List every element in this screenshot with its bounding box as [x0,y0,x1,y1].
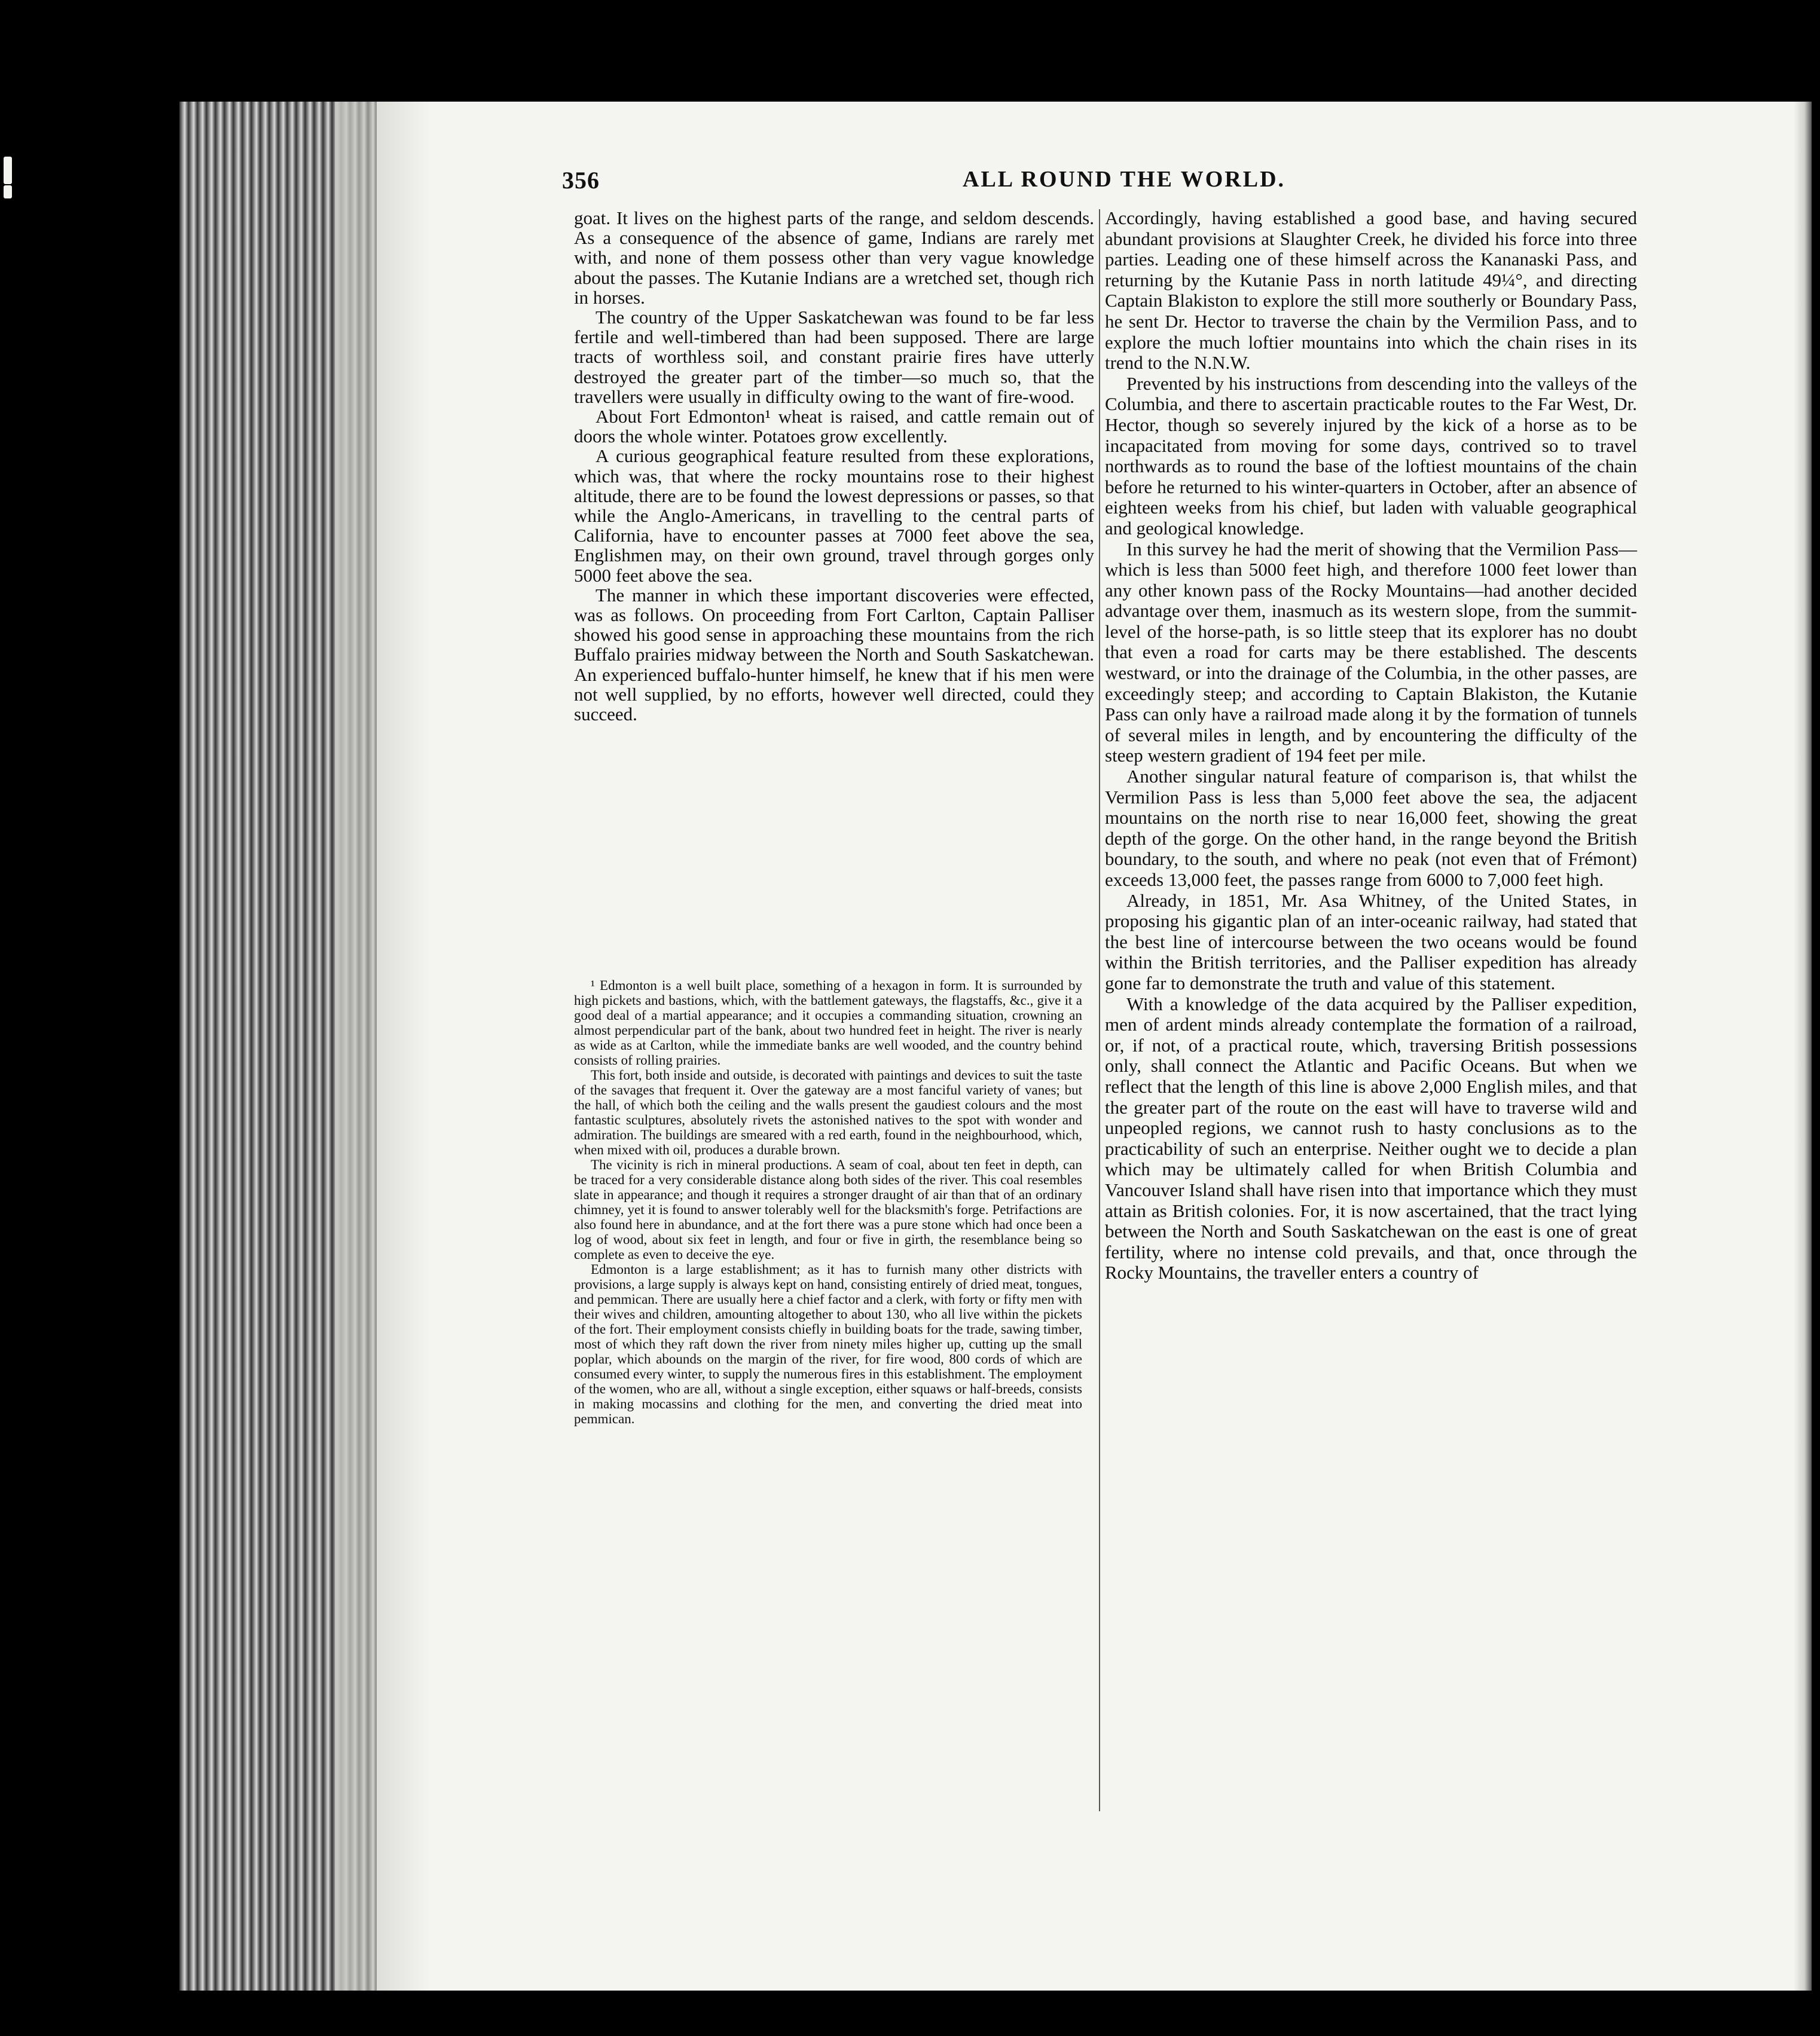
running-head [562,166,1286,202]
left-column [574,208,1094,724]
paragraph: With a knowledge of the data acquired by the Palliser expedition, men of ardent minds already contemplate the formation of a railroad, or, if not, of a practical route, which, traversing British possessions only, shall connect the Atlantic and Pacific Oceans. But when we reflect that the length of this line is above 2,000 English miles, and that the greater part of the route on the east will have to traverse wild and unpeopled regions, we cannot rush to hasty conclusions as to the practicability of such an enterprise. Neither ought we to decide a plan which may be ultimately called for when British Columbia and Vancouver Island shall have risen into that importance which they must attain as British colonies. For, it is now ascertained, that the tract lying between the North and South Saskatchewan on the east is one of great fertility, where no intense cold prevails, and that, once through the Rocky Mountains, the traveller enters a country of [1105,993,1637,1283]
page-right-edge [1794,102,1812,1991]
column-rule [1099,209,1100,1811]
page-gutter-shadow [335,102,430,1991]
page-number: 356 [562,167,600,194]
paragraph: The country of the Upper Saskatchewan was found to be far less fertile and well-timbered than had been supposed. There are large tracts of worthless soil, and constant prairie fires have utterly destroyed the greater part of the timber—so much so, that the travellers were usually in difficulty owing to the want of fire-wood. [574,307,1094,407]
footnote: Edmonton is a large establishment; as it has to furnish many other districts with provisions, a large supply is always kept on hand, consisting entirely of dried meat, tongues, and pemmican. There are usually here a chief factor and a clerk, with forty or fifty men with their wives and children, amounting altogether to about 130, who all live within the pickets of the fort. Their employment consists chiefly in building boats for the trade, sawing timber, most of which they raft down the river from ninety miles higher up, cutting up the small poplar, which abounds on the margin of the river, for fire wood, 800 cords of which are consumed every winter, to supply the numerous fires in this establishment. The employment of the women, who are all, without a single exception, either squaws or half-breeds, consists in making mocassins and clothing for the men, and converting the dried meat into pemmican. [574,1262,1082,1426]
running-title: ALL ROUND THE WORLD. [963,167,1286,192]
scan-margin-mark [4,185,12,198]
paragraph: goat. It lives on the highest parts of the range, and seldom descends. As a consequence of the absence of game, Indians are rarely met with, and none of them possess other than very vague knowledge about the passes. The Kutanie Indians are a wretched set, though rich in horses. [574,207,1094,308]
paragraph: Accordingly, having established a good base, and having secured abundant provisions at Slaughter Creek, he divided his force into three parties. Leading one of these himself across the Kananaski Pass, and returning by the Kutanie Pass in north latitude 49¼°, and directing Captain Blakiston to explore the still more southerly or Boundary Pass, he sent Dr. Hector to traverse the chain by the Vermilion Pass, and to explore the much loftier mountains into which the chain rises in its trend to the N.N.W. [1105,207,1637,374]
paragraph: Another singular natural feature of comparison is, that whilst the Vermilion Pass is less than 5,000 feet above the sea, the adjacent mountains on the north rise to near 16,000 feet, showing the great depth of the gorge. On the other hand, in the range beyond the British boundary, to the south, and where no peak (not even that of Frémont) exceeds 13,000 feet, the passes range from 6000 to 7,000 feet high. [1105,766,1637,890]
paragraph: A curious geographical feature resulted from these explorations, which was, that where the rocky mountains rose to their highest altitude, there are to be found the lowest depressions or passes, so that while the Anglo-Americans, in travelling to the central parts of California, have to encounter passes at 7000 feet above the sea, Englishmen may, on their own ground, travel through gorges only 5000 feet above the sea. [574,445,1094,586]
footnote: This fort, both inside and outside, is decorated with paintings and devices to suit the taste of the savages that frequent it. Over the gateway are a most fanciful variety of vanes; but the hall, of which both the ceiling and the walls present the gaudiest colours and the most fantastic sculptures, absolutely rivets the astonished natives to the spot with wonder and admiration. The buildings are smeared with a red earth, found in the neighbourhood, which, when mixed with oil, produces a durable brown. [574,1068,1082,1157]
paragraph: About Fort Edmonton¹ wheat is raised, and cattle remain out of doors the whole winter. Potatoes grow excellently. [574,406,1094,447]
footnotes [574,978,1082,1426]
paragraph: Prevented by his instructions from descending into the valleys of the Columbia, and there to ascertain practicable routes to the Far West, Dr. Hector, though so severely injured by the kick of a horse as to be incapacitated from moving for some days, contrived so to travel northwards as to round the base of the loftiest mountains of the chain before he returned to his winter-quarters in October, after an absence of eighteen weeks from his chief, but laden with valuable geographical and geological knowledge. [1105,372,1637,539]
paragraph: Already, in 1851, Mr. Asa Whitney, of the United States, in proposing his gigantic plan of an inter-oceanic railway, had stated that the best line of intercourse between the two oceans would be found within the British territories, and the Palliser expedition has already gone far to demonstrate the truth and value of this statement. [1105,889,1637,993]
paragraph: In this survey he had the merit of showing that the Vermilion Pass—which is less than 5000 feet high, and therefore 1000 feet lower than any other known pass of the Rocky Mountains—had another decided advantage over them, inasmuch as its western slope, from the summit-level of the horse-path, is so little steep that its explorer has no doubt that even a road for carts may be there established. The descents westward, or into the drainage of the Columbia, in the other passes, are exceedingly steep; and according to Captain Blakiston, the Kutanie Pass can only have a railroad made along it by the formation of tunnels of several miles in length, and by encountering the difficulty of the steep western gradient of 194 feet per mile. [1105,538,1637,766]
paragraph: The manner in which these important discoveries were effected, was as follows. On proceeding from Fort Carlton, Captain Palliser showed his good sense in approaching these mountains from the rich Buffalo prairies midway between the North and South Saskatchewan. An experienced buffalo-hunter himself, he knew that if his men were not well supplied, by no efforts, however well directed, could they succeed. [574,584,1094,725]
right-column [1105,208,1637,1283]
scan-margin-mark [4,157,12,184]
footnote: ¹ Edmonton is a well built place, something of a hexagon in form. It is surrounded by high pickets and bastions, which, with the battlement gateways, the flagstaffs, &c., give it a good deal of a martial appearance; and it occupies a commanding situation, crowning an almost perpendicular part of the bank, about two hundred feet in height. The river is nearly as wide as at Carlton, while the immediate banks are well wooded, and the country behind consists of rolling prairies. [574,978,1082,1068]
footnote: The vicinity is rich in mineral productions. A seam of coal, about ten feet in depth, can be traced for a very considerable distance along both sides of the river. This coal resembles slate in appearance; and though it requires a stronger draught of air than that of an ordinary chimney, yet it is found to answer tolerably well for the blacksmith's forge. Petrifactions are also found here in abundance, and at the fort there was a pure stone which had once been a log of wood, about six feet in length, and four or five in girth, the resemblance being so complete as even to deceive the eye. [574,1157,1082,1262]
